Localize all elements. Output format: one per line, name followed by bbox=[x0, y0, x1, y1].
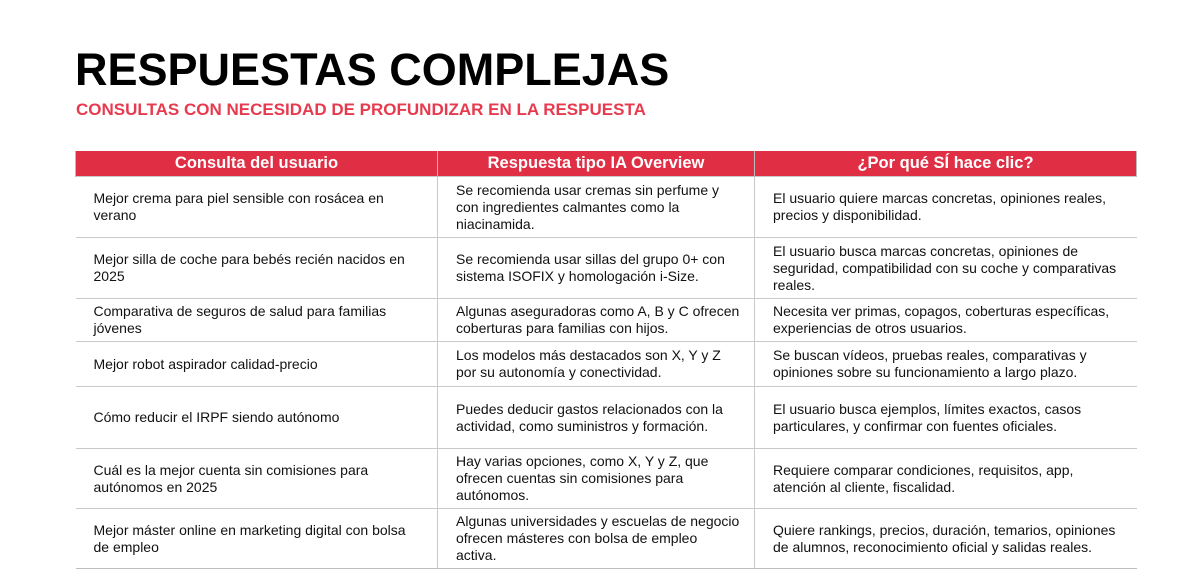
cell-consulta: Mejor silla de coche para bebés recién nacidos en 2025 bbox=[76, 238, 438, 299]
cell-respuesta: Puedes deducir gastos relacionados con la actividad, como suministros y formación. bbox=[438, 387, 755, 449]
table-row bbox=[76, 387, 1137, 449]
table-row bbox=[76, 449, 1137, 509]
cell-consulta: Cuál es la mejor cuenta sin comisiones para autónomos en 2025 bbox=[76, 449, 438, 509]
cell-consulta: Mejor máster online en marketing digital con bolsa de empleo bbox=[76, 509, 438, 569]
cell-por-que: Quiere rankings, precios, duración, temarios, opiniones de alumnos, reconocimiento oficial y salidas reales. bbox=[755, 509, 1137, 569]
page-title: RESPUESTAS COMPLEJAS bbox=[75, 44, 670, 95]
column-header-por-que: ¿Por qué SÍ hace clic? bbox=[755, 151, 1137, 177]
comparison-table bbox=[75, 151, 1137, 569]
cell-por-que: Se buscan vídeos, pruebas reales, comparativas y opiniones sobre su funcionamiento a largo plazo. bbox=[755, 342, 1137, 387]
cell-por-que: El usuario busca ejemplos, límites exactos, casos particulares, y confirmar con fuentes oficiales. bbox=[755, 387, 1137, 449]
table-header-row bbox=[76, 151, 1137, 177]
cell-consulta: Mejor crema para piel sensible con rosácea en verano bbox=[76, 177, 438, 238]
cell-respuesta: Algunas universidades y escuelas de negocio ofrecen másteres con bolsa de empleo activa. bbox=[438, 509, 755, 569]
cell-por-que: Necesita ver primas, copagos, coberturas específicas, experiencias de otros usuarios. bbox=[755, 299, 1137, 342]
table-row bbox=[76, 177, 1137, 238]
cell-por-que: El usuario quiere marcas concretas, opiniones reales, precios y disponibilidad. bbox=[755, 177, 1137, 238]
page-subtitle: CONSULTAS CON NECESIDAD DE PROFUNDIZAR EN LA RESPUESTA bbox=[76, 100, 646, 119]
cell-respuesta: Los modelos más destacados son X, Y y Z por su autonomía y conectividad. bbox=[438, 342, 755, 387]
cell-respuesta: Se recomienda usar sillas del grupo 0+ con sistema ISOFIX y homologación i-Size. bbox=[438, 238, 755, 299]
cell-por-que: Requiere comparar condiciones, requisitos, app, atención al cliente, fiscalidad. bbox=[755, 449, 1137, 509]
cell-consulta: Mejor robot aspirador calidad-precio bbox=[76, 342, 438, 387]
cell-por-que: El usuario busca marcas concretas, opiniones de seguridad, compatibilidad con su coche y comparativas reales. bbox=[755, 238, 1137, 299]
table-row bbox=[76, 509, 1137, 569]
column-header-respuesta: Respuesta tipo IA Overview bbox=[438, 151, 755, 177]
cell-consulta: Comparativa de seguros de salud para familias jóvenes bbox=[76, 299, 438, 342]
cell-respuesta: Se recomienda usar cremas sin perfume y con ingredientes calmantes como la niacinamida. bbox=[438, 177, 755, 238]
cell-respuesta: Hay varias opciones, como X, Y y Z, que ofrecen cuentas sin comisiones para autónomos. bbox=[438, 449, 755, 509]
cell-respuesta: Algunas aseguradoras como A, B y C ofrecen coberturas para familias con hijos. bbox=[438, 299, 755, 342]
cell-consulta: Cómo reducir el IRPF siendo autónomo bbox=[76, 387, 438, 449]
table-row bbox=[76, 238, 1137, 299]
table-row bbox=[76, 299, 1137, 342]
table-row bbox=[76, 342, 1137, 387]
column-header-consulta: Consulta del usuario bbox=[76, 151, 438, 177]
